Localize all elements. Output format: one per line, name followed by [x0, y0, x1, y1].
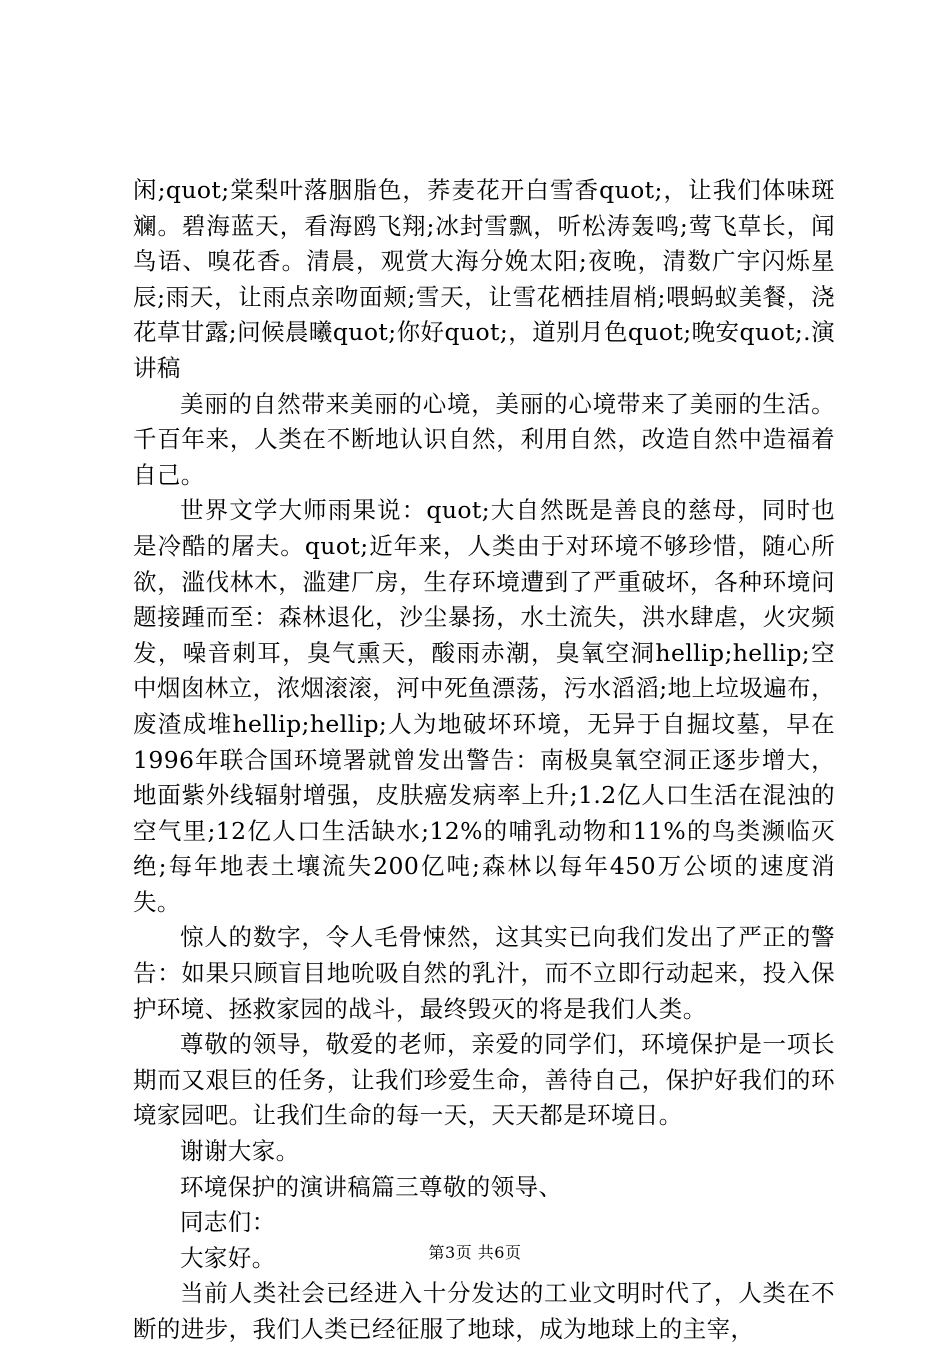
paragraph: 尊敬的领导，敬爱的老师，亲爱的同学们，环境保护是一项长期而又艰巨的任务，让我们珍爱生命，善待自己，保护好我们的环境家园吧。让我们生命的每一天，天天都是环境日。: [133, 1030, 835, 1130]
paragraph: 美丽的自然带来美丽的心境，美丽的心境带来了美丽的生活。千百年来，人类在不断地认识自然，利用自然，改造自然中造福着自己。: [133, 389, 835, 489]
greeting: 大家好。: [180, 1243, 276, 1272]
document-body: [133, 173, 835, 1348]
page-number-footer: 第3页 共6页: [428, 1243, 522, 1262]
closing-line: 谢谢大家。: [180, 1137, 300, 1166]
paragraph: 世界文学大师雨果说：quot;大自然既是善良的慈母，同时也是冷酷的屠夫。quot;近年来，人类由于对环境不够珍惜，随心所欲，滥伐林木，滥建厂房，生存环境遭到了严重破坏，各种环境问题接踵而至：森林退化，沙尘暴扬，水土流失，洪水肆虐，火灾频发，噪音刺耳，臭气熏天，酸雨赤潮，臭氧空洞hellip;hellip;空中烟囱林立，浓烟滚滚，河中死鱼漂荡，污水滔滔;地上垃圾遍布，废渣成堆hellip;hellip;人为地破坏环境，无异于自掘坟墓，早在1996年联合国环境署就曾发出警告：南极臭氧空洞正逐步增大，地面紫外线辐射增强，皮肤癌发病率上升;1.2亿人口生活在混浊的空气里;12亿人口生活缺水;12%的哺乳动物和11%的鸟类濒临灭绝;每年地表土壤流失200亿吨;森林以每年450万公顷的速度消失。: [133, 496, 835, 916]
paragraph-continued: 闲;quot;棠梨叶落胭脂色，荞麦花开白雪香quot;，让我们体味斑斓。碧海蓝天，看海鸥飞翔;冰封雪飘，听松涛轰鸣;莺飞草长，闻鸟语、嗅花香。清晨，观赏大海分娩太阳;夜晚，清数广宇闪烁星辰;雨天，让雨点亲吻面颊;雪天，让雪花栖挂眉梢;喂蚂蚁美餐，浇花草甘露;问候晨曦quot;你好quot;，道别月色quot;晚安quot;.演讲稿: [133, 176, 835, 382]
paragraph: 惊人的数字，令人毛骨悚然，这其实已向我们发出了严正的警告：如果只顾盲目地吮吸自然的乳汁，而不立即行动起来，投入保护环境、拯救家园的战斗，最终毁灭的将是我们人类。: [133, 923, 835, 1023]
salutation: 同志们：: [180, 1208, 276, 1237]
section-heading: 环境保护的演讲稿篇三尊敬的领导、: [180, 1172, 563, 1201]
paragraph: 当前人类社会已经进入十分发达的工业文明时代了，人类在不断的进步，我们人类已经征服了地球，成为地球上的主宰，: [133, 1279, 835, 1343]
